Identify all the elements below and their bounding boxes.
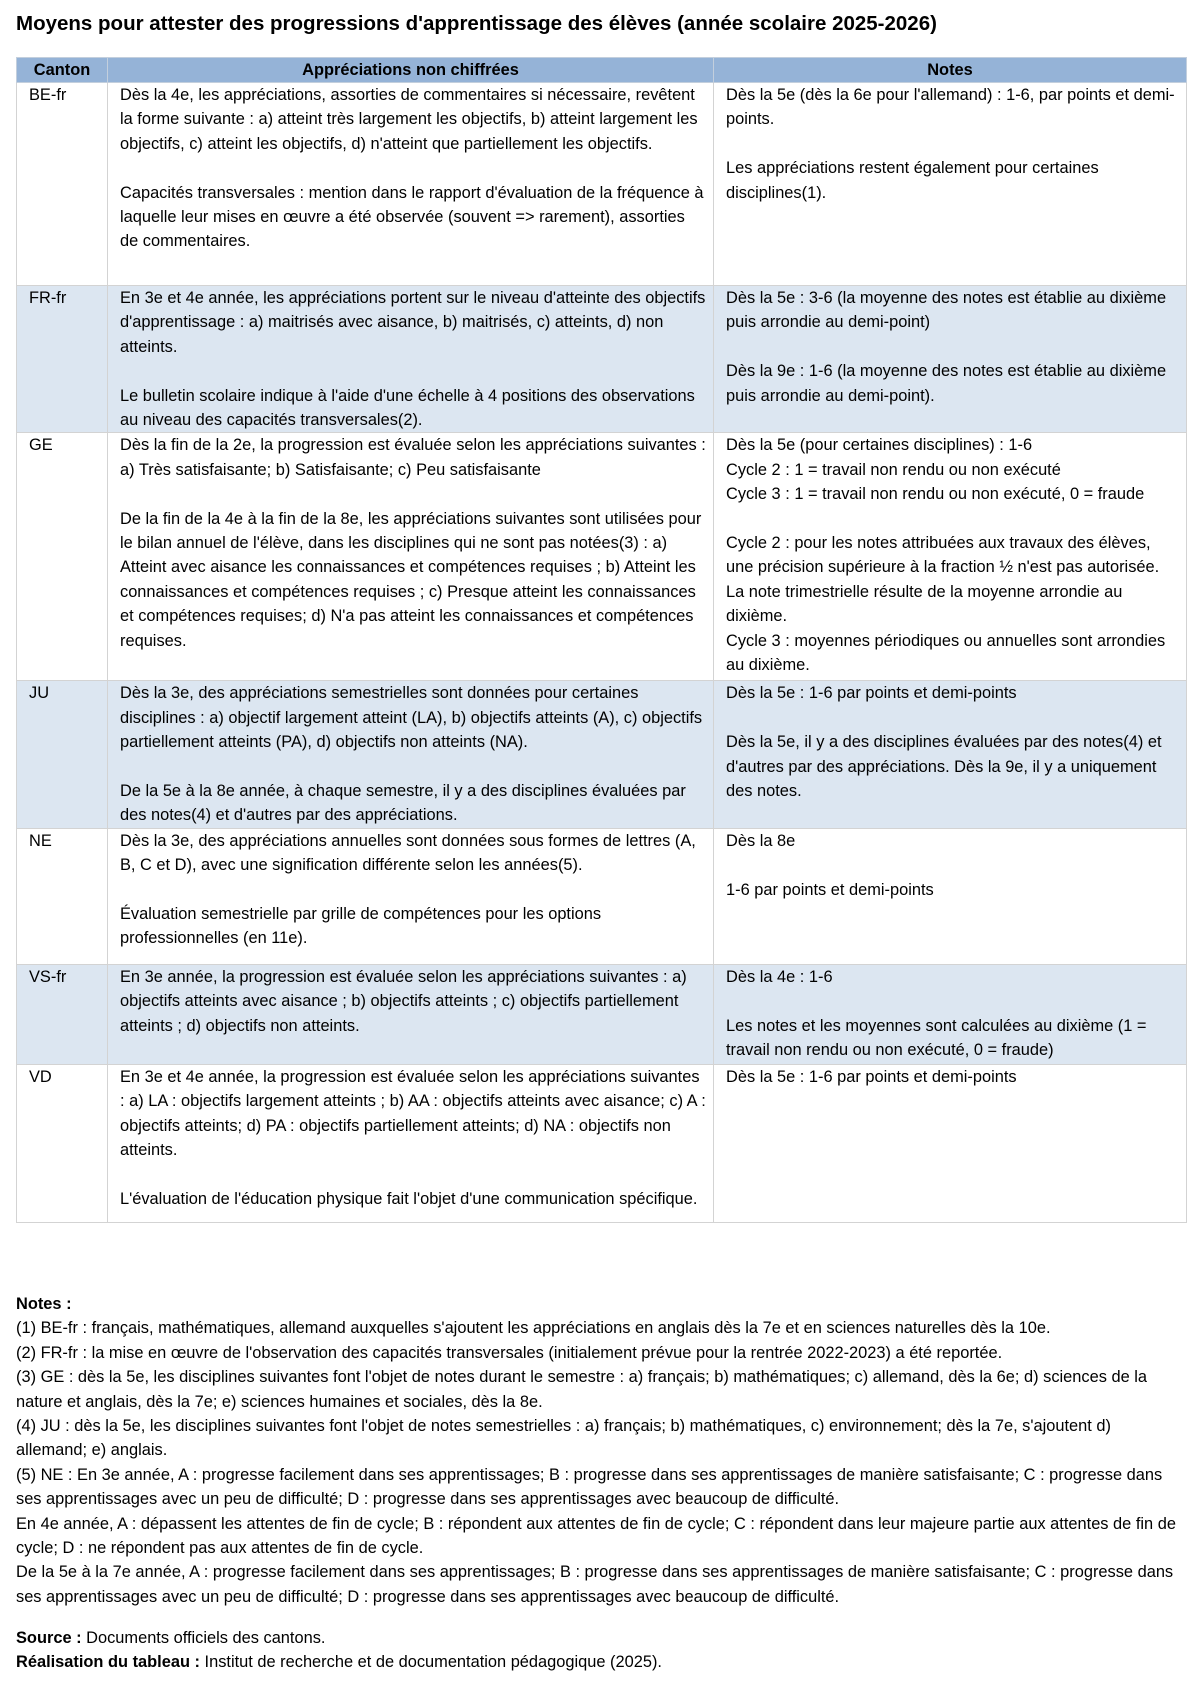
footnote-item: (5) NE : En 3e année, A : progresse facilement dans ses apprentissages; B : progresse dans ses apprentissages de manière satisfaisante; C : progresse dans ses apprentissages avec un peu de difficulté; D : progresse dans ses apprentissages avec beaucoup de difficulté. [16, 1465, 1163, 1509]
notes-cell [714, 681, 1187, 828]
cell-paragraph: Dès la 5e (pour certaines disciplines) : 1-6 [726, 436, 1033, 455]
appreciations-cell [108, 433, 714, 681]
cell-paragraph: Les appréciations restent également pour certaines disciplines(1). [726, 159, 1099, 202]
table-body [17, 83, 1187, 1223]
table-header-row [17, 58, 1187, 83]
notes-section [16, 1292, 1186, 1609]
appreciations-cell [108, 828, 714, 964]
cell-paragraph: Dès la 5e, il y a des disciplines évaluées par des notes(4) et d'autres par des appréciations. Dès la 9e, il y a uniquement des notes. [726, 733, 1162, 801]
page-title: Moyens pour attester des progressions d'apprentissage des élèves (année scolaire 2025-2026) [16, 12, 937, 35]
cell-paragraph: Les notes et les moyennes sont calculées au dixième (1 = travail non rendu ou non exécuté, 0 = fraude) [726, 1016, 1147, 1060]
cell-paragraph: Dès la 9e : 1-6 (la moyenne des notes est établie au dixième puis arrondie au demi-point). [726, 362, 1167, 405]
cell-paragraph: Cycle 2 : pour les notes attribuées aux travaux des élèves, une précision supérieure à la fraction ½ n'est pas autorisée. La note trimestrielle résulte de la moyenne arrondie au dixième. [726, 534, 1160, 626]
notes-cell [714, 83, 1187, 286]
cell-paragraph: L'évaluation de l'éducation physique fait l'objet d'une communication spécifique. [120, 1189, 698, 1208]
appreciations-cell [108, 964, 714, 1064]
footnote-item: (3) GE : dès la 5e, les disciplines suivantes font l'objet de notes durant le semestre : a) français; b) mathématiques; c) allemand, dès la 6e; d) sciences de la nature et anglais, dès la 7e; e) sciences humaines et sociales, dès la 8e. [16, 1368, 1148, 1411]
footnote-item: En 4e année, A : dépassent les attentes de fin de cycle; B : répondent aux attentes de fin de cycle; C : répondent dans leur majeure partie aux attentes de fin de cycle; D : ne répondent pas aux attentes de fin de cycle. [16, 1514, 1176, 1558]
cell-paragraph: Dès la 3e, des appréciations semestrielles sont données pour certaines disciplines : a) objectif largement atteint (LA), b) objectifs atteints (A), c) objectifs partiellement atteints (PA), d) objectifs non atteints (NA). [120, 684, 703, 752]
cell-paragraph: Dès la 5e : 1-6 par points et demi-points [726, 684, 1017, 703]
source-text: Documents officiels des cantons. [86, 1629, 326, 1647]
canton-cell: VS-fr [17, 964, 108, 1064]
canton-cell: NE [17, 828, 108, 964]
table-row [17, 828, 1187, 964]
source-line [16, 1626, 1186, 1650]
table-row [17, 433, 1187, 681]
cell-paragraph: Cycle 3 : 1 = travail non rendu ou non exécuté, 0 = fraude [726, 485, 1145, 504]
notes-list [16, 1316, 1186, 1609]
cell-paragraph: Cycle 3 : moyennes périodiques ou annuelles sont arrondies au dixième. [726, 631, 1166, 675]
appreciations-cell [108, 681, 714, 828]
cell-paragraph: Cycle 2 : 1 = travail non rendu ou non exécuté [726, 460, 1061, 479]
appreciations-cell [108, 286, 714, 433]
table-row [17, 1064, 1187, 1222]
cell-paragraph: De la fin de la 4e à la fin de la 8e, les appréciations suivantes sont utilisées pour le bilan annuel de l'élève, dans les disciplines qui ne sont pas notées(3) : a) Atteint avec aisance les connaissances et compétences requises ; b) Atteint les connaissances et compétences requises ; c) Presque atteint les connaissances et compétences requises; d) N'a pas atteint les connaissances et compétences requises. [120, 509, 702, 650]
cell-paragraph: 1-6 par points et demi-points [726, 880, 934, 899]
notes-cell [714, 964, 1187, 1064]
cell-paragraph: Dès la 4e : 1-6 [726, 967, 833, 986]
cell-paragraph: Dès la 3e, des appréciations annuelles sont données sous formes de lettres (A, B, C et D), avec une signification différente selon les années(5). [120, 831, 696, 875]
cell-paragraph: Le bulletin scolaire indique à l'aide d'une échelle à 4 positions des observations au niveau des capacités transversales(2). [120, 386, 695, 430]
cell-paragraph: Dès la fin de la 2e, la progression est évaluée selon les appréciations suivantes : a) Très satisfaisante; b) Satisfaisante; c) Peu satisfaisante [120, 436, 706, 479]
cell-paragraph: Dès la 5e (dès la 6e pour l'allemand) : 1-6, par points et demi-points. [726, 86, 1175, 129]
cell-paragraph: Évaluation semestrielle par grille de compétences pour les options professionnelles (en 11e). [120, 905, 602, 948]
realisation-label: Réalisation du tableau : [16, 1653, 200, 1672]
realisation-line [16, 1650, 1186, 1674]
cell-paragraph: En 3e et 4e année, les appréciations portent sur le niveau d'atteinte des objectifs d'apprentissage : a) maitrisés avec aisance, b) maitrisés, c) atteints, d) non atteints. [120, 289, 706, 356]
footnote-item: (2) FR-fr : la mise en œuvre de l'observation des capacités transversales (initialement prévue pour la rentrée 2022-2023) a été reportée. [16, 1343, 1003, 1362]
table-row [17, 83, 1187, 286]
footnote-item: De la 5e à la 7e année, A : progresse facilement dans ses apprentissages; B : progresse dans ses apprentissages de manière satisfaisante; C : progresse dans ses apprentissages avec un peu de difficulté; D : progresse dans ses apprentissages avec beaucoup de difficulté. [16, 1563, 1174, 1606]
cell-paragraph: De la 5e à la 8e année, à chaque semestre, il y a des disciplines évaluées par des notes(4) et d'autres par des appréciations. [120, 782, 686, 825]
notes-cell [714, 286, 1187, 433]
canton-cell: VD [17, 1064, 108, 1222]
footnote-item: (1) BE-fr : français, mathématiques, allemand auxquelles s'ajoutent les appréciations en anglais dès la 7e et en sciences naturelles dès la 10e. [16, 1319, 1051, 1338]
notes-heading: Notes : [16, 1295, 72, 1313]
notes-cell [714, 433, 1187, 681]
cell-paragraph: En 3e et 4e année, la progression est évaluée selon les appréciations suivantes : a) LA : objectifs largement atteints ; b) AA : objectifs atteints avec aisance; c) A : objectifs atteints; d) PA : objectifs partiellement atteints; d) NA : objectifs non atteints. [120, 1067, 706, 1160]
canton-cell: FR-fr [17, 286, 108, 433]
appreciations-cell [108, 1064, 714, 1222]
assessment-table [16, 57, 1187, 1223]
canton-cell: GE [17, 433, 108, 681]
cell-paragraph: Dès la 5e : 1-6 par points et demi-points [726, 1067, 1017, 1086]
header-appreciations: Appréciations non chiffrées [108, 58, 714, 83]
appreciations-cell [108, 83, 714, 286]
footer [16, 1626, 1186, 1675]
footnote-item: (4) JU : dès la 5e, les disciplines suivantes font l'objet de notes semestrielles : a) français; b) mathématiques, c) environnement; dès la 7e, s'ajoutent d) allemand; e) anglais. [16, 1417, 1111, 1460]
table-row [17, 964, 1187, 1064]
cell-paragraph: Dès la 4e, les appréciations, assorties de commentaires si nécessaire, revêtent la forme suivante : a) atteint très largement les objectifs, b) atteint largement les objectifs, c) atteint les objectifs, d) n'atteint que partiellement les objectifs. [120, 86, 698, 153]
realisation-text: Institut de recherche et de documentation pédagogique (2025). [204, 1653, 662, 1672]
notes-cell [714, 828, 1187, 964]
source-label: Source : [16, 1629, 82, 1647]
notes-cell [714, 1064, 1187, 1222]
canton-cell: BE-fr [17, 83, 108, 286]
cell-paragraph: Dès la 5e : 3-6 (la moyenne des notes est établie au dixième puis arrondie au demi-point) [726, 289, 1167, 332]
cell-paragraph: En 3e année, la progression est évaluée selon les appréciations suivantes : a) objectifs atteints avec aisance ; b) objectifs atteints ; c) objectifs partiellement atteints ; d) objectifs non atteints. [120, 967, 687, 1035]
cell-paragraph: Capacités transversales : mention dans le rapport d'évaluation de la fréquence à laquelle leur mises en œuvre a été observée (souvent => rarement), assorties de commentaires. [120, 183, 704, 251]
table-row [17, 286, 1187, 433]
cell-paragraph: Dès la 8e [726, 831, 796, 850]
canton-cell: JU [17, 681, 108, 828]
table-row [17, 681, 1187, 828]
header-canton: Canton [17, 58, 108, 83]
header-notes: Notes [714, 58, 1187, 83]
